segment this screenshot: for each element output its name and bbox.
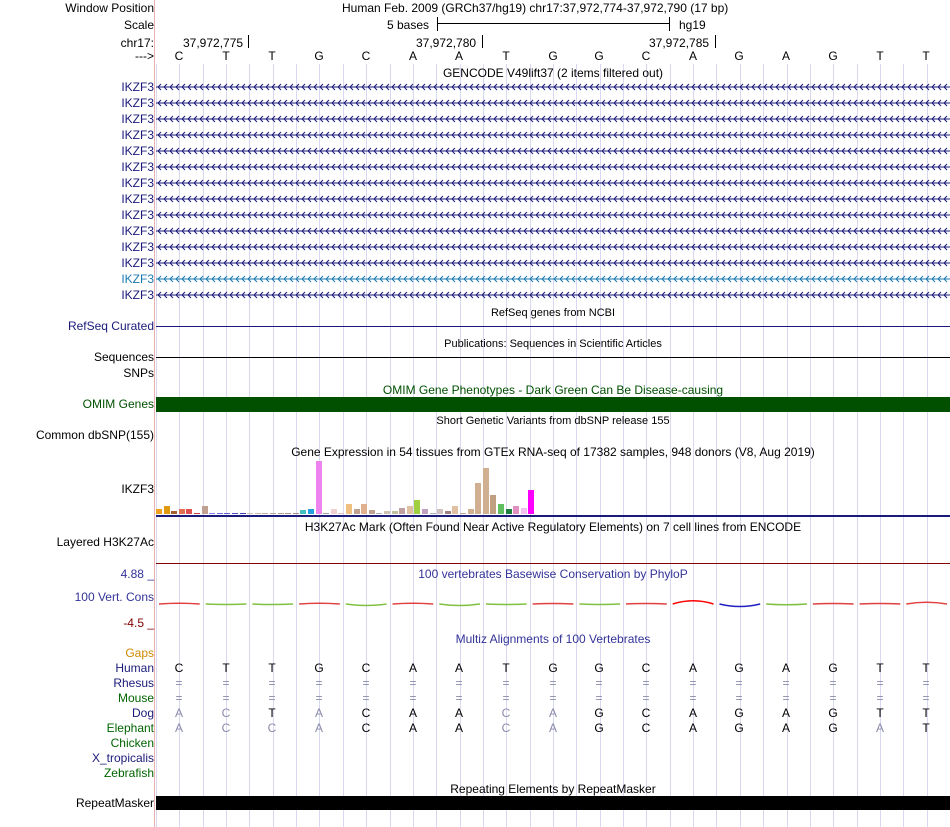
alignment-base: = xyxy=(642,676,650,690)
gtex-tissue-bar[interactable] xyxy=(240,513,246,514)
window-position-label: Window Position xyxy=(65,1,154,15)
position-tick xyxy=(715,35,716,48)
gencode-transcript[interactable] xyxy=(156,274,950,284)
gtex-tissue-bar[interactable] xyxy=(179,509,185,514)
alignment-base: T xyxy=(876,661,884,675)
phylop-score-mark xyxy=(673,601,714,604)
gtex-tissue-bar[interactable] xyxy=(202,506,208,514)
alignment-base: C xyxy=(361,661,371,675)
phylop-score-mark xyxy=(299,603,340,604)
gtex-tissue-bar[interactable] xyxy=(361,504,367,514)
alignment-base: = xyxy=(549,676,557,690)
alignment-base: G xyxy=(314,661,324,675)
gtex-tissue-bar[interactable] xyxy=(209,513,215,514)
phylop-score-mark xyxy=(439,604,480,606)
reference-base: G xyxy=(734,49,744,63)
gencode-title[interactable]: GENCODE V49lift37 (2 items filtered out) xyxy=(442,66,664,80)
gencode-gene-label[interactable]: IKZF3 xyxy=(121,224,154,238)
alignment-base: T xyxy=(876,706,884,720)
phylop-score-mark xyxy=(813,604,854,605)
alignment-base: = xyxy=(922,691,930,705)
reference-base: G xyxy=(548,49,558,63)
alignment-base: A xyxy=(548,721,557,735)
alignment-base: = xyxy=(735,676,743,690)
reference-base: T xyxy=(268,49,276,63)
dbsnp-title[interactable]: Short Genetic Variants from dbSNP release 155 xyxy=(436,415,670,427)
refseq-line xyxy=(156,326,950,327)
reference-base: A xyxy=(408,49,417,63)
alignment-base: = xyxy=(782,676,790,690)
gtex-tissue-bar[interactable] xyxy=(422,509,428,514)
gtex-chart[interactable] xyxy=(156,460,950,516)
alignment-base: = xyxy=(876,691,884,705)
gencode-transcript[interactable] xyxy=(156,178,950,188)
publications-line xyxy=(156,357,950,358)
alignment-base: = xyxy=(829,691,837,705)
reference-base: G xyxy=(828,49,838,63)
window-position-text: Human Feb. 2009 (GRCh37/hg19) chr17:37,972,774-37,972,790 (17 bp) xyxy=(342,1,729,15)
alignment-base: = xyxy=(315,691,323,705)
gtex-tissue-bar[interactable] xyxy=(316,461,322,514)
gencode-gene-label[interactable]: IKZF3 xyxy=(121,208,154,222)
gtex-tissue-bar[interactable] xyxy=(323,513,329,514)
gtex-tissue-bar[interactable] xyxy=(460,513,466,514)
position-tick xyxy=(248,35,249,48)
reference-base: A xyxy=(781,49,790,63)
multiz-species-label[interactable]: Human xyxy=(115,661,154,675)
phylop-title[interactable]: 100 vertebrates Basewise Conservation by PhyloP xyxy=(418,567,688,581)
gtex-tissue-bar[interactable] xyxy=(468,509,474,514)
alignment-base: A xyxy=(781,706,790,720)
alignment-base: G xyxy=(594,721,604,735)
alignment-base: G xyxy=(548,661,558,675)
alignment-base: = xyxy=(222,676,230,690)
phylop-min-label: -4.5 _ xyxy=(123,616,154,630)
strand-label: ---> xyxy=(135,49,154,63)
gtex-tissue-bar[interactable] xyxy=(247,513,253,514)
gtex-tissue-bar[interactable] xyxy=(399,508,405,514)
alignment-base: A xyxy=(408,661,417,675)
h3k27ac-label[interactable]: Layered H3K27Ac xyxy=(56,535,154,549)
scale-bar xyxy=(437,23,669,24)
reference-base: G xyxy=(594,49,604,63)
alignment-base: T xyxy=(268,661,276,675)
position-tick-label: 37,972,780 xyxy=(416,36,477,50)
gencode-gene-label[interactable]: IKZF3 xyxy=(121,112,154,126)
phylop-score-mark xyxy=(393,603,434,604)
gencode-transcript[interactable] xyxy=(156,242,950,252)
alignment-base: G xyxy=(828,706,838,720)
alignment-base: T xyxy=(922,721,930,735)
alignment-base: = xyxy=(268,676,276,690)
alignment-base: T xyxy=(922,661,930,675)
gtex-tissue-bar[interactable] xyxy=(262,513,268,514)
reference-base: A xyxy=(454,49,463,63)
alignment-base: G xyxy=(734,661,744,675)
phylop-score-mark xyxy=(346,604,387,606)
omim-gene-bar[interactable] xyxy=(156,397,950,412)
repeatmasker-title[interactable]: Repeating Elements by RepeatMasker xyxy=(450,782,656,796)
multiz-species-label[interactable]: Dog xyxy=(131,706,154,720)
gtex-tissue-bar[interactable] xyxy=(490,495,496,514)
gtex-tissue-bar[interactable] xyxy=(232,513,238,514)
gtex-tissue-bar[interactable] xyxy=(430,513,436,514)
gencode-gene-label[interactable]: IKZF3 xyxy=(121,288,154,302)
gencode-transcript[interactable] xyxy=(156,130,950,140)
gtex-tissue-bar[interactable] xyxy=(354,509,360,514)
phylop-score-mark xyxy=(579,604,620,605)
alignment-base: = xyxy=(315,676,323,690)
alignment-base: G xyxy=(828,721,838,735)
reference-sequence xyxy=(156,49,950,63)
gencode-gene-label[interactable]: IKZF3 xyxy=(121,80,154,94)
gtex-tissue-bar[interactable] xyxy=(346,504,352,514)
alignment-base: = xyxy=(876,676,884,690)
gtex-tissue-bar[interactable] xyxy=(278,513,284,514)
label-divider xyxy=(154,0,155,827)
alignment-base: T xyxy=(268,706,276,720)
dbsnp-label[interactable]: Common dbSNP(155) xyxy=(35,428,154,442)
alignment-base: C xyxy=(361,721,371,735)
phylop-score-mark xyxy=(159,603,200,604)
alignment-base: A xyxy=(548,706,557,720)
alignment-base: C xyxy=(501,706,511,720)
alignment-base: C xyxy=(361,706,371,720)
alignment-base: G xyxy=(734,706,744,720)
scale-assembly: hg19 xyxy=(679,18,706,32)
multiz-species-label[interactable]: Gaps xyxy=(125,646,154,660)
gencode-transcript[interactable] xyxy=(156,226,950,236)
alignment-base: = xyxy=(268,691,276,705)
alignment-base: = xyxy=(362,691,370,705)
multiz-species-label[interactable]: Chicken xyxy=(110,736,154,750)
gtex-tissue-bar[interactable] xyxy=(171,511,177,514)
phylop-max-label: 4.88 _ xyxy=(120,567,154,581)
alignment-base: A xyxy=(454,721,463,735)
alignment-base: G xyxy=(734,721,744,735)
gtex-gene-line xyxy=(156,515,950,517)
gencode-gene-label[interactable]: IKZF3 xyxy=(121,256,154,270)
repeatmasker-bar[interactable] xyxy=(156,796,950,810)
gtex-tissue-bar[interactable] xyxy=(437,509,443,514)
alignment-base: A xyxy=(454,706,463,720)
alignment-base: = xyxy=(409,676,417,690)
phylop-label[interactable]: 100 Vert. Cons xyxy=(74,590,154,604)
alignment-base: A xyxy=(314,706,323,720)
gencode-transcript[interactable] xyxy=(156,290,950,300)
gtex-label[interactable]: IKZF3 xyxy=(121,482,154,496)
alignment-base: A xyxy=(875,721,884,735)
repeatmasker-label[interactable]: RepeatMasker xyxy=(75,796,154,810)
alignment-base: C xyxy=(221,706,231,720)
alignment-base: = xyxy=(735,691,743,705)
publications-label[interactable]: Sequences xyxy=(93,350,154,364)
gtex-tissue-bar[interactable] xyxy=(331,509,337,514)
multiz-species-label[interactable]: Elephant xyxy=(106,721,154,735)
publications-title[interactable]: Publications: Sequences in Scientific Articles xyxy=(444,338,662,350)
gencode-gene-label[interactable]: IKZF3 xyxy=(121,272,154,286)
gencode-transcript[interactable] xyxy=(156,98,950,108)
gencode-gene-label[interactable]: IKZF3 xyxy=(121,240,154,254)
gtex-tissue-bar[interactable] xyxy=(452,506,458,514)
gencode-transcript[interactable] xyxy=(156,258,950,268)
gtex-tissue-bar[interactable] xyxy=(407,506,413,514)
reference-base: T xyxy=(922,49,930,63)
position-tick-label: 37,972,785 xyxy=(649,36,710,50)
alignment-base: = xyxy=(829,676,837,690)
alignment-base: = xyxy=(222,691,230,705)
position-tick-label: 37,972,775 xyxy=(183,36,244,50)
alignment-base: T xyxy=(222,661,230,675)
scale-bar-right-tick xyxy=(669,17,670,31)
alignment-base: = xyxy=(922,676,930,690)
scale-label: Scale xyxy=(123,18,154,32)
gtex-tissue-bar[interactable] xyxy=(308,509,314,514)
multiz-title[interactable]: Multiz Alignments of 100 Vertebrates xyxy=(455,632,651,646)
alignment-base: C xyxy=(641,706,651,720)
gtex-tissue-bar[interactable] xyxy=(224,513,230,514)
gtex-tissue-bar[interactable] xyxy=(217,513,223,514)
gencode-gene-label[interactable]: IKZF3 xyxy=(121,176,154,190)
gtex-tissue-bar[interactable] xyxy=(164,506,170,514)
alignment-base: T xyxy=(502,661,510,675)
alignment-base: T xyxy=(922,706,930,720)
alignment-base: = xyxy=(455,676,463,690)
gencode-gene-label[interactable]: IKZF3 xyxy=(121,192,154,206)
alignment-base: C xyxy=(501,721,511,735)
reference-base: C xyxy=(174,49,184,63)
alignment-base: = xyxy=(502,691,510,705)
alignment-base: = xyxy=(409,691,417,705)
gtex-tissue-bar[interactable] xyxy=(300,510,306,514)
gtex-tissue-bar[interactable] xyxy=(270,513,276,514)
refseq-label[interactable]: RefSeq Curated xyxy=(67,319,154,333)
gtex-tissue-bar[interactable] xyxy=(156,509,162,514)
snps-label[interactable]: SNPs xyxy=(123,366,154,380)
refseq-title[interactable]: RefSeq genes from NCBI xyxy=(490,307,616,319)
gtex-tissue-bar[interactable] xyxy=(186,509,192,514)
reference-base: A xyxy=(688,49,697,63)
gencode-gene-label[interactable]: IKZF3 xyxy=(121,144,154,158)
alignment-base: C xyxy=(221,721,231,735)
phylop-score-mark xyxy=(766,604,807,605)
gtex-tissue-bar[interactable] xyxy=(521,508,527,514)
gtex-tissue-bar[interactable] xyxy=(475,483,481,514)
alignment-base: C xyxy=(641,661,651,675)
gtex-tissue-bar[interactable] xyxy=(498,504,504,514)
phylop-score-mark xyxy=(486,604,527,605)
alignment-base: = xyxy=(689,691,697,705)
alignment-base: = xyxy=(455,691,463,705)
alignment-base: A xyxy=(688,721,697,735)
phylop-score-mark xyxy=(626,604,667,605)
gencode-transcript[interactable] xyxy=(156,194,950,204)
omim-title[interactable]: OMIM Gene Phenotypes - Dark Green Can Be Disease-causing xyxy=(382,383,724,397)
phylop-score-mark xyxy=(252,604,293,605)
gtex-tissue-bar[interactable] xyxy=(293,513,299,514)
alignment-base: A xyxy=(314,721,323,735)
h3k27ac-title[interactable]: H3K27Ac Mark (Often Found Near Active Regulatory Elements) on 7 cell lines from ENCODE xyxy=(304,520,802,534)
alignment-base: = xyxy=(362,676,370,690)
alignment-base: G xyxy=(828,661,838,675)
reference-base: T xyxy=(222,49,230,63)
alignment-base: = xyxy=(175,691,183,705)
multiz-species-label[interactable]: Rhesus xyxy=(113,676,154,690)
omim-label[interactable]: OMIM Genes xyxy=(82,397,154,411)
position-tick xyxy=(482,35,483,48)
reference-base: C xyxy=(361,49,371,63)
gencode-transcript[interactable] xyxy=(156,162,950,172)
alignment-base: A xyxy=(408,721,417,735)
alignment-base: = xyxy=(595,676,603,690)
phylop-score-mark xyxy=(860,604,901,605)
alignment-base: C xyxy=(267,721,277,735)
gtex-title[interactable]: Gene Expression in 54 tissues from GTEx RNA-seq of 17382 samples, 948 donors (V8, Aug 2019) xyxy=(291,445,815,459)
alignment-base: = xyxy=(782,691,790,705)
gtex-tissue-bar[interactable] xyxy=(285,513,291,514)
scale-bar-left-tick xyxy=(437,17,438,31)
reference-base: T xyxy=(502,49,510,63)
gencode-transcript[interactable] xyxy=(156,146,950,156)
gtex-tissue-bar[interactable] xyxy=(392,511,398,514)
alignment-base: A xyxy=(688,661,697,675)
phylop-chart[interactable] xyxy=(156,590,950,620)
chrom-label: chr17: xyxy=(120,36,154,50)
phylop-score-mark xyxy=(719,604,760,607)
gtex-tissue-bar[interactable] xyxy=(369,510,375,514)
reference-base: T xyxy=(876,49,884,63)
gencode-gene-label[interactable]: IKZF3 xyxy=(121,160,154,174)
reference-base: G xyxy=(314,49,324,63)
gencode-transcript[interactable] xyxy=(156,114,950,124)
multiz-species-label[interactable]: Mouse xyxy=(117,691,154,705)
phylop-score-mark xyxy=(206,604,247,605)
gtex-tissue-bar[interactable] xyxy=(255,513,261,514)
gtex-tissue-bar[interactable] xyxy=(445,511,451,514)
alignment-base: A xyxy=(781,721,790,735)
gtex-tissue-bar[interactable] xyxy=(376,513,382,514)
alignment-base: G xyxy=(594,661,604,675)
gtex-tissue-bar[interactable] xyxy=(414,500,420,514)
alignment-base: A xyxy=(174,721,183,735)
alignment-base: G xyxy=(594,706,604,720)
alignment-base: C xyxy=(641,721,651,735)
alignment-base: = xyxy=(595,691,603,705)
gtex-tissue-bar[interactable] xyxy=(483,468,489,514)
alignment-base: = xyxy=(549,691,557,705)
gencode-gene-label[interactable]: IKZF3 xyxy=(121,96,154,110)
phylop-score-mark xyxy=(906,602,947,604)
gencode-transcript[interactable] xyxy=(156,210,950,220)
gtex-tissue-bar[interactable] xyxy=(513,506,519,514)
alignment-base: A xyxy=(174,706,183,720)
reference-base: C xyxy=(641,49,651,63)
scale-bases: 5 bases xyxy=(387,18,430,32)
alignment-base: A xyxy=(781,661,790,675)
phylop-score-mark xyxy=(533,604,574,605)
gtex-tissue-bar[interactable] xyxy=(384,511,390,514)
gtex-tissue-bar[interactable] xyxy=(194,513,200,514)
alignment-base: C xyxy=(174,661,184,675)
gtex-tissue-bar[interactable] xyxy=(338,513,344,514)
gtex-tissue-bar[interactable] xyxy=(506,509,512,514)
alignment-base: A xyxy=(408,706,417,720)
gtex-tissue-bar[interactable] xyxy=(528,490,534,514)
alignment-base: = xyxy=(689,676,697,690)
gencode-gene-label[interactable]: IKZF3 xyxy=(121,128,154,142)
multiz-species-label[interactable]: Zebrafish xyxy=(103,766,154,780)
h3k27ac-baseline xyxy=(156,563,950,564)
alignment-base: = xyxy=(642,691,650,705)
alignment-base: A xyxy=(454,661,463,675)
alignment-base: A xyxy=(688,706,697,720)
gencode-transcript[interactable] xyxy=(156,82,950,92)
alignment-base: = xyxy=(502,676,510,690)
alignment-base: = xyxy=(175,676,183,690)
multiz-species-label[interactable]: X_tropicalis xyxy=(91,751,154,765)
